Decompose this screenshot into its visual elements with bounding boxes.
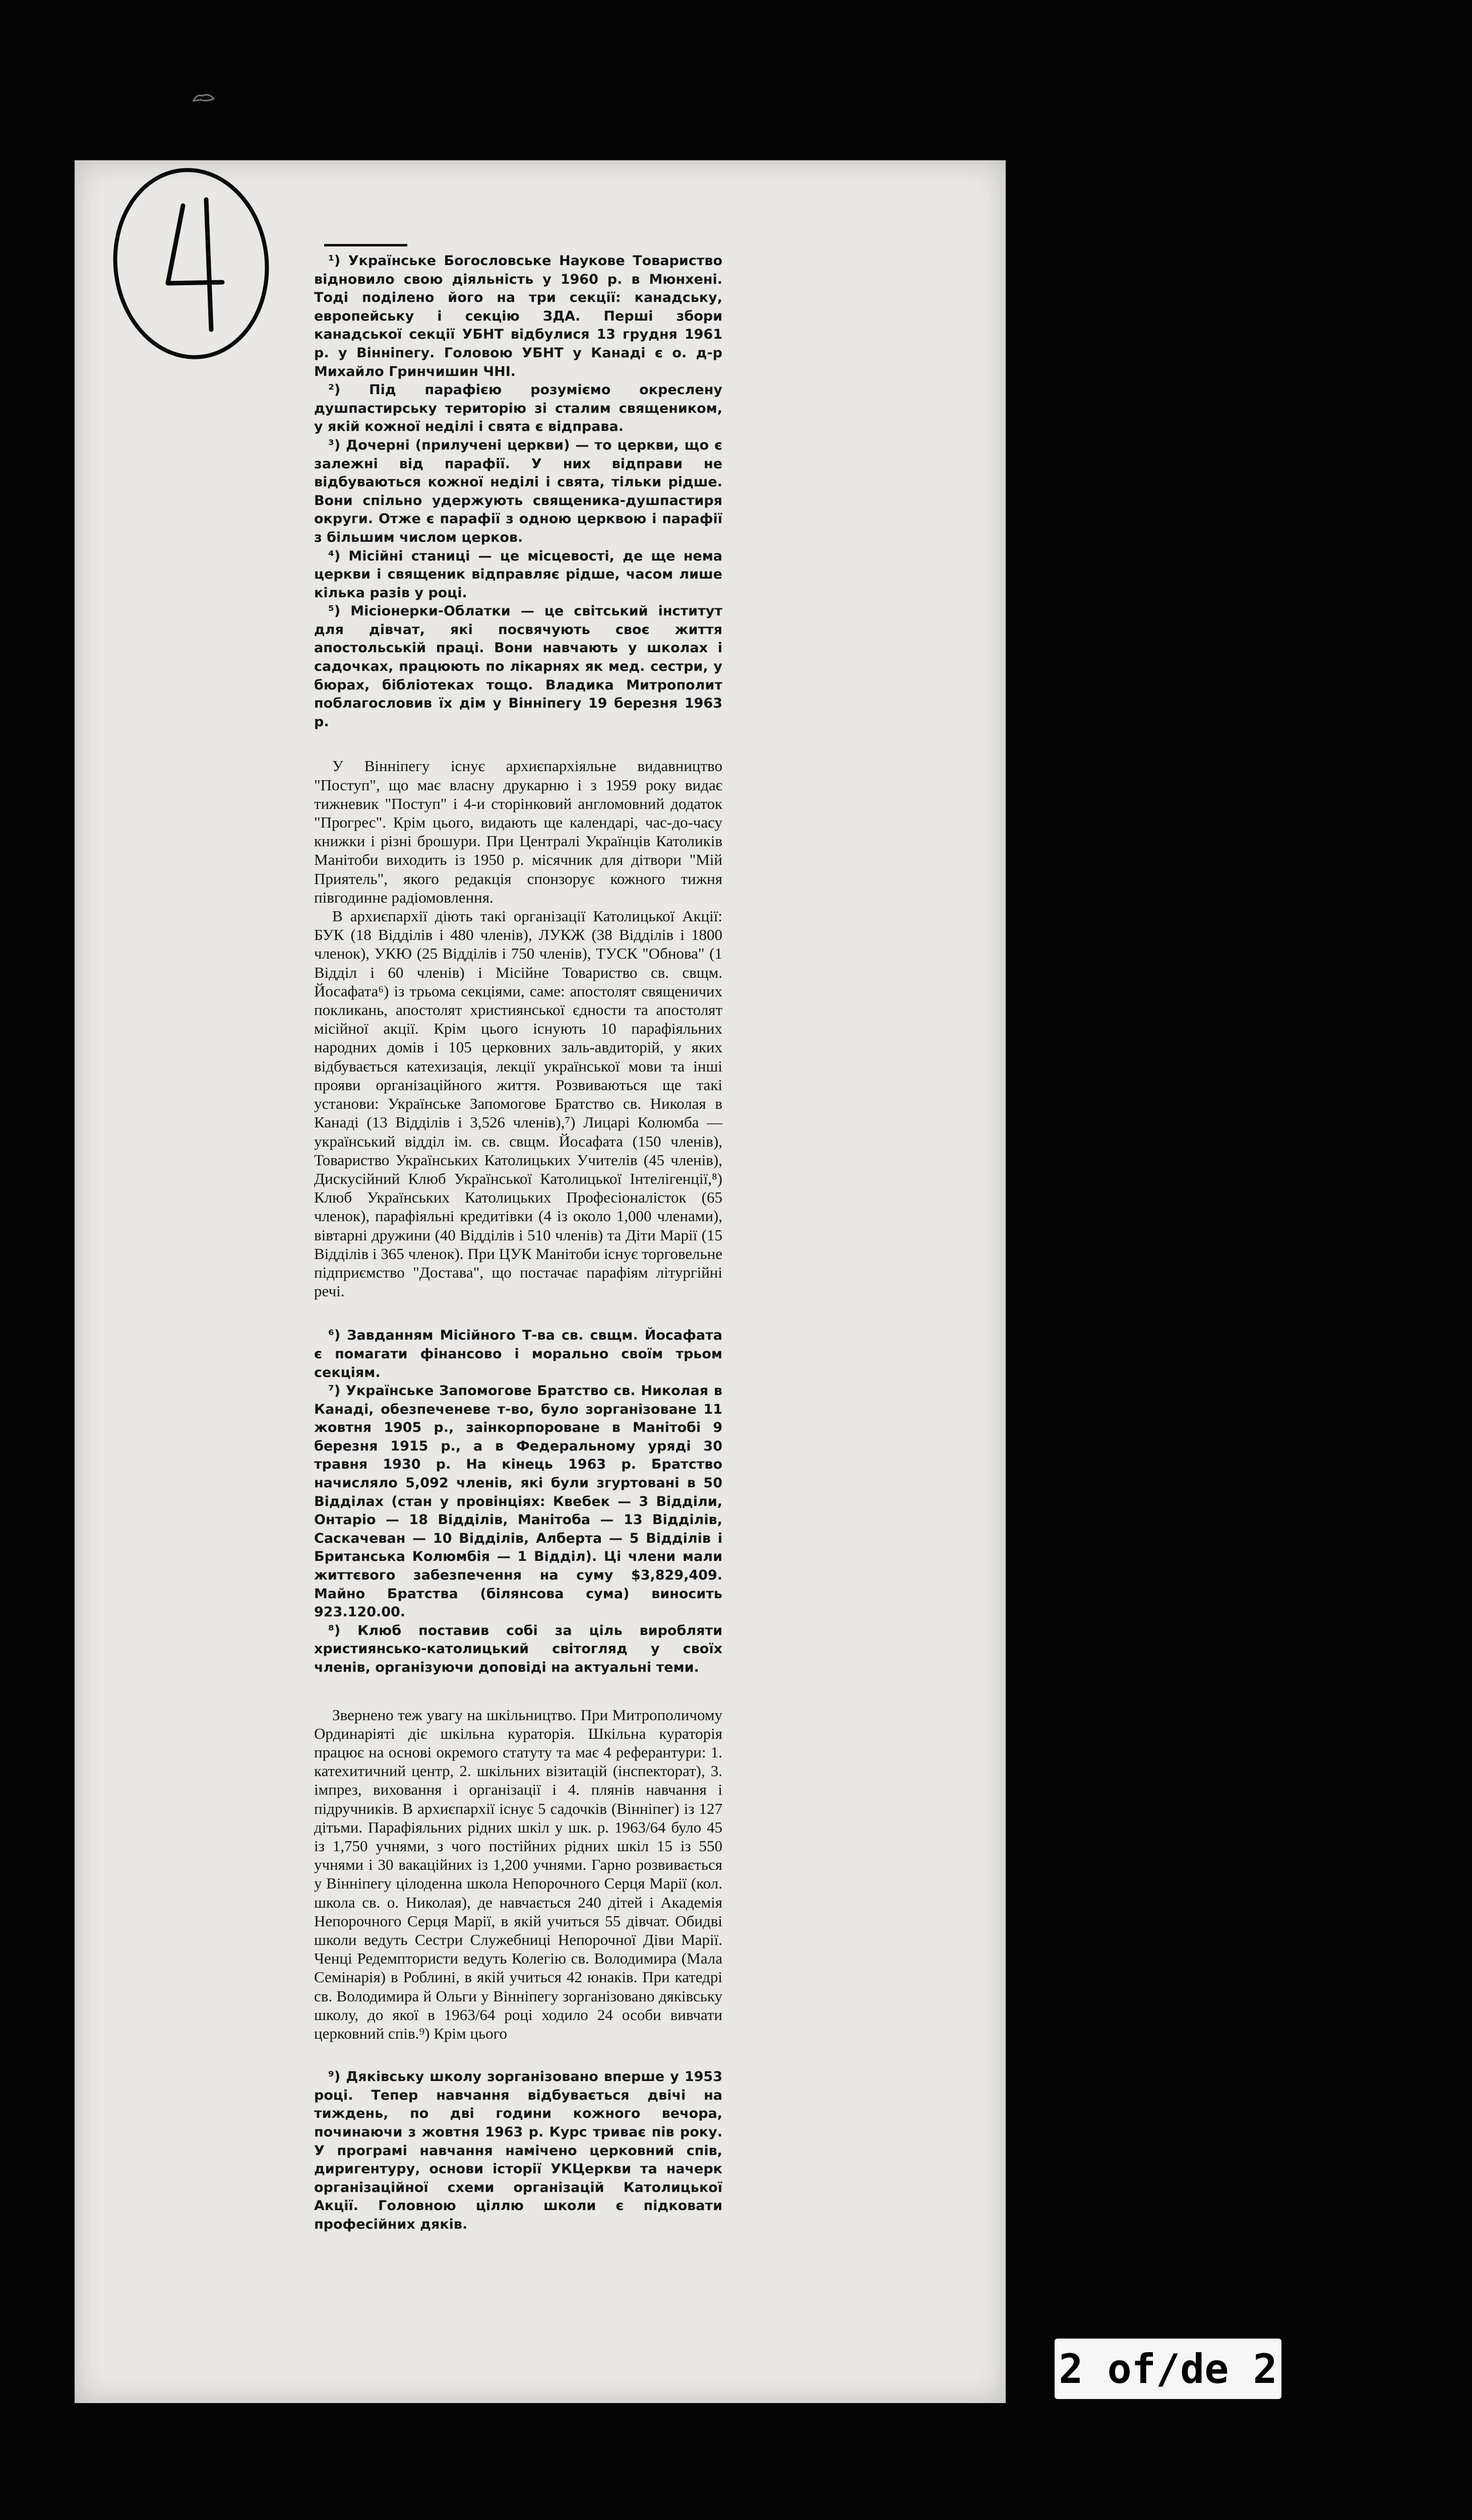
footnote-3: ³) Дочерні (прилучені церкви) — то церкви, що є залежні від парафії. У них відправи не відбуваються кожної неділі і свята, тільки рідше. Вони спільно удержують священика-душпастиря округи. Отже є парафії з одною церквою і парафії з більшим числом церков. <box>314 437 722 545</box>
body-paragraph-organizations: В архиєпархії діють такі організації Католицької Акції: БУК (18 Відділів і 480 членів), ЛУКЖ (38 Відділів і 1800 членок), УКЮ (25 Відділів і 750 членів), ТУСК "Обнова" (1 Відділ і 60 членів) і Місійне Товариство св. свщм. Йосафата⁶) із трьома секціями, саме: апостолят священичих покликань, апостолят християнської єдности та апостолят місійної акції. Крім цього існують 10 парафіяльних народних домів і 105 церковних заль-авдиторій, у яких відбувається катехизація, лекції української мови та інші прояви організаційного життя. Розвиваються ще такі установи: Українське Запомогове Братство св. Николая в Канаді (13 Відділів і 3,526 членів),⁷) Лицарі Колюмба — український відділ ім. св. свщм. Йосафата (150 членів), Товариство Українських Католицьких Учителів (45 членів), Дискусійний Клюб Української Католицької Інтелігенції,⁸) Клюб Українських Католицьких Професіоналісток (65 членок), парафіяльні кредитівки (4 із около 1,000 членами), вівтарні дружини (40 Відділів і 510 членів) та Діти Марії (15 Відділів і 365 членок). При ЦУК Манітоби існує торговельне підприємство "Достава", що постачає парафіям літургійні речі. <box>314 907 722 1300</box>
footnote-8: ⁸) Клюб поставив собі за ціль виробляти християнсько-католицький світогляд у своїх членів, організуючи доповіді на актуальні теми. <box>314 1622 722 1676</box>
document-text-column <box>314 252 722 2234</box>
footnote-2: ²) Під парафією розуміємо окреслену душпастирську територію зі сталим священиком, у якій кожної неділі і свята є відправа. <box>314 382 722 435</box>
footnote-7: ⁷) Українське Запомогове Братство св. Николая в Канаді, обезпеченеве т-во, було зорганізоване 11 жовтня 1905 р., заінкорпороване в Манітобі 9 березня 1915 р., а в Федеральному уряді 30 травня 1930 р. На кінець 1963 р. Братство начисляло 5,092 членів, які були згуртовані в 50 Відділах (стан у провінціях: Квебек — 3 Відділи, Онтаріо — 18 Відділів, Манітоба — 13 Відділів, Саскачеван — 10 Відділів, Алберта — 5 Відділів і Британська Колюмбія — 1 Відділ). Ці члени мали життєвого забезпечення на суму $3,829,409. Майно Братства (білянсова сума) виносить 923.120.00. <box>314 1383 722 1620</box>
handwritten-page-number <box>107 163 274 364</box>
footnote-1: ¹) Українське Богословське Наукове Товариство відновило свою діяльність у 1960 р. в Мюнхені. Тоді поділено його на три секції: канадську, европейську і секцію ЗДА. Перші збори канадської секції УБНТ відбулися 13 грудня 1961 р. у Вінніпегу. Головою УБНТ у Канаді є о. д-р Михайло Гринчишин ЧНІ. <box>314 253 722 380</box>
scan-mark-icon <box>192 92 216 104</box>
footnote-separator <box>324 244 407 246</box>
footnote-9: ⁹) Дяківську школу зорганізовано вперше у 1953 році. Тепер навчання відбувається двічі на тиждень, по дві години кожного вечора, починаючи з жовтня 1963 р. Курс триває пів року. У програмі навчання намічено церковний спів, диригентуру, основи історії УКЦеркви та начерк організаційної схеми організацій Католицької Акції. Головною ціллю школи є підковати професійних дяків. <box>314 2069 722 2233</box>
footnote-5: ⁵) Місіонерки-Облатки — це світський інститут для дівчат, які посвячують своє життя апостольській праці. Вони навчають у школах і садочках, працюють по лікарнях як мед. сестри, у бюрах, бібліотеках тощо. Владика Митрополит поблагословив їх дім у Вінніпегу 19 березня 1963 р. <box>314 603 722 730</box>
body-paragraph-publishing: У Вінніпегу існує архиєпархіяльне видавництво "Поступ", що має власну друкарню і з 1959 року видає тижневик "Поступ" і 4-и сторінковий англомовний додаток "Прогрес". Крім цього, видають ще календарі, час-до-часу книжки і різні брошури. При Централі Українців Католиків Манітоби виходить із 1950 р. місячник для дітвори "Мій Приятель", якого редакція спонзорує кожного тижня півгодинне радіомовлення. <box>314 757 722 906</box>
frame-counter-label: 2 of/de 2 <box>1055 2339 1281 2399</box>
footnote-6: ⁶) Завданням Місійного Т-ва св. свщм. Йосафата є помагати фінансово і морально своїм трьом секціям. <box>314 1328 722 1380</box>
body-paragraph-schools: Звернено теж увагу на шкільництво. При Митрополичому Ординаріяті діє шкільна кураторія. Шкільна кураторія працює на основі окремого статуту та має 4 реферантури: 1. катехитичний центр, 2. шкільних візитацій (інспекторат), 3. імпрез, виховання і організації і 4. плянів навчання і підручників. В архиєпархії існує 5 садочків (Вінніпег) із 127 дітьми. Парафіяльних рідних шкіл у шк. р. 1963/64 було 45 із 1,750 учнями, з чого постійних рідних шкіл 15 із 550 учнями і 30 вакаційних із 1,200 учнями. Гарно розвивається у Вінніпегу цілоденна школа Непорочного Серця Марії (кол. школа св. о. Николая), де навчається 240 дітей і Академія Непорочного Серця Марії, в якій учиться 55 дівчат. Обидві школи ведуть Сестри Служебниці Непорочної Діви Марії. Ченці Редемптористи ведуть Колегію св. Володимира (Мала Семінарія) в Роблині, в якій учиться 42 юнаків. При катедрі св. Володимира й Ольги у Вінніпегу зорганізовано дяківську школу, до якої в 1963/64 році ходило 24 особи вивчати церковний спів.⁹) Крім цього <box>314 1706 722 2043</box>
footnote-4: ⁴) Місійні станиці — це місцевості, де ще нема церкви і священик відправляє рідше, часом лише кілька разів у році. <box>314 548 722 601</box>
